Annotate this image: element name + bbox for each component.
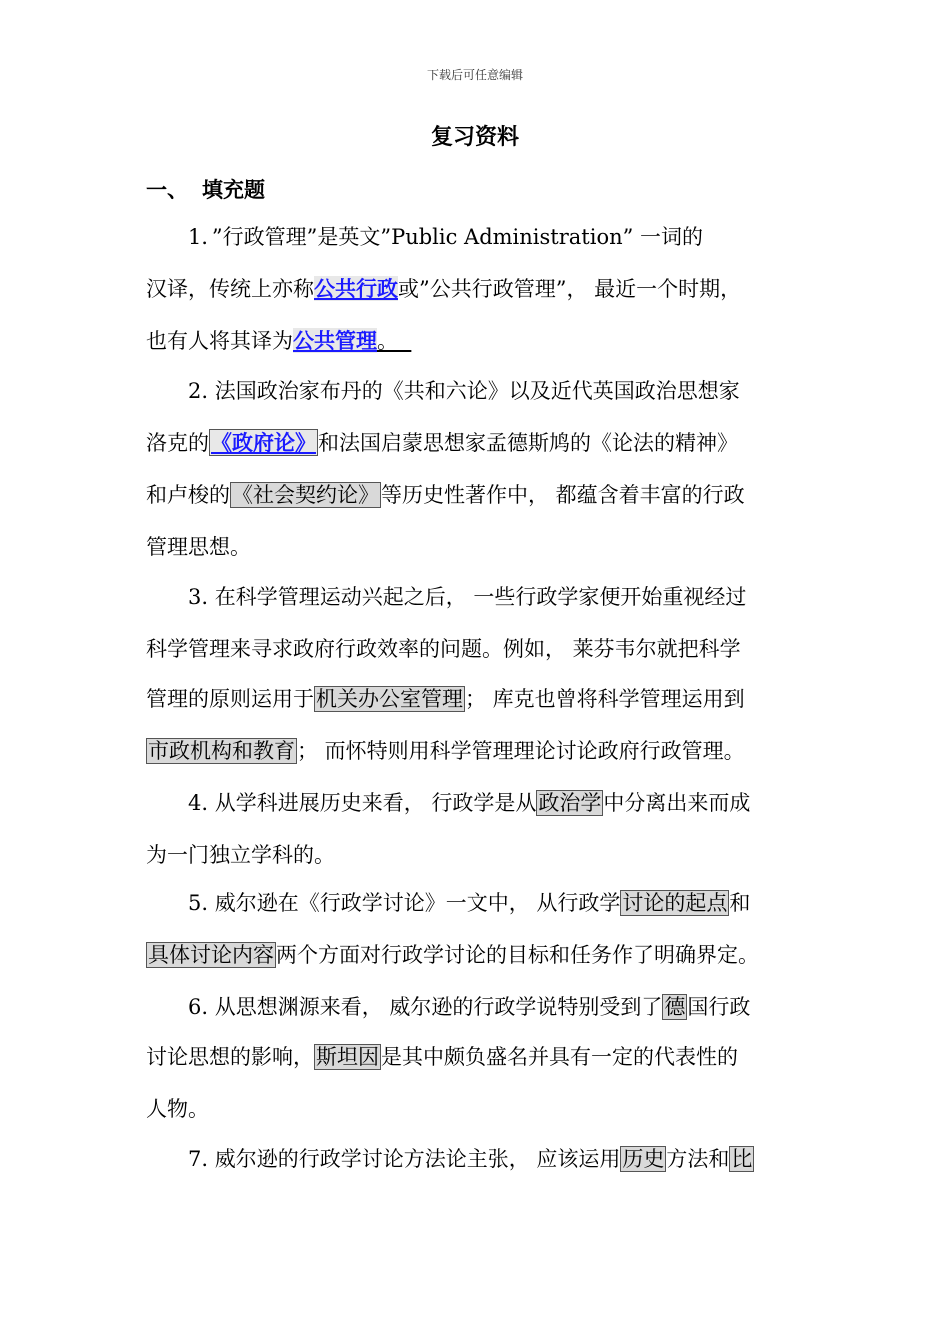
q4-line-2: 为一门独立学科的。	[146, 843, 335, 867]
q5-line-2	[146, 940, 759, 970]
q2-text: 和法国启蒙思想家孟德斯鸠的《论法的精神》	[318, 431, 738, 455]
q1-text: 。	[377, 329, 398, 353]
q1-line-1: 1．”行政管理”是英文”Public Administration” 一词的	[188, 225, 704, 249]
section-heading	[146, 174, 265, 204]
q3-line-4	[146, 736, 745, 766]
q6-line-3: 人物。	[146, 1097, 209, 1121]
q6-text: 国行政	[687, 995, 751, 1019]
q4-line-1	[188, 788, 750, 818]
q5-text: 两个方面对行政学讨论的目标和任务作了明确界定。	[276, 943, 759, 967]
q1-answer-link-2[interactable]: 公共管理	[293, 328, 377, 353]
q5-line-1	[188, 888, 750, 918]
q3-text: ； 库克也曾将科学管理运用到	[465, 687, 745, 711]
header-note: 下载后可任意编辑	[426, 68, 523, 82]
q4-text: 4. 从学科进展历史来看， 行政学是从	[188, 791, 537, 815]
q1-line-3	[146, 326, 411, 356]
q2-text: 洛克的	[146, 431, 209, 455]
q7-text: 方法和	[666, 1147, 730, 1171]
q3-line-2: 科学管理来寻求政府行政效率的问题。例如， 莱芬韦尔就把科学	[146, 637, 741, 661]
q1-text: 或”公共行政管理”， 最近一个时期，	[398, 277, 742, 301]
q7-answer-box-2: 比	[731, 1147, 753, 1171]
q2-text: 等历史性著作中， 都蕴含着丰富的行政	[381, 483, 745, 507]
q2-answer-box: 《社会契约论》	[232, 483, 379, 507]
q1-answer-link-1[interactable]: 公共行政	[314, 276, 398, 301]
q3-line-1: 3. 在科学管理运动兴起之后， 一些行政学家便开始重视经过	[188, 585, 747, 609]
q6-line-1	[188, 992, 750, 1022]
q5-text: 5. 威尔逊在《行政学讨论》一文中， 从行政学	[188, 891, 621, 915]
section-label: 填充题	[202, 177, 265, 202]
q2-line-1: 2. 法国政治家布丹的《共和六论》以及近代英国政治思想家	[188, 379, 740, 403]
q3-line-3	[146, 684, 745, 714]
q5-answer-box-2: 具体讨论内容	[148, 943, 274, 967]
q4-answer-box: 政治学	[538, 791, 602, 815]
q4-text: 中分离出来而成	[603, 791, 751, 815]
q7-text: 7. 威尔逊的行政学讨论方法论主张， 应该运用	[188, 1147, 621, 1171]
document-title: 复习资料	[430, 124, 519, 150]
q1-text: 也有人将其译为	[146, 329, 293, 353]
q6-text: 6. 从思想渊源来看， 威尔逊的行政学说特别受到了	[188, 995, 663, 1019]
q3-text: 管理的原则运用于	[146, 687, 314, 711]
q2-text: 和卢梭的	[146, 483, 230, 507]
q2-answer-link[interactable]: 《政府论》	[211, 430, 316, 455]
q6-answer-box-1: 德	[664, 995, 686, 1019]
section-number: 一、	[146, 177, 188, 202]
q2-line-4: 管理思想。	[146, 535, 251, 559]
q7-answer-box-1: 历史	[622, 1147, 665, 1171]
q6-line-2	[146, 1042, 738, 1072]
q6-text: 是其中颇负盛名并具有一定的代表性的	[381, 1045, 738, 1069]
q5-answer-box-1: 讨论的起点	[622, 891, 728, 915]
q3-text: ； 而怀特则用科学管理理论讨论政府行政管理。	[297, 739, 745, 763]
q1-line-2	[146, 274, 741, 304]
q2-line-3	[146, 480, 745, 510]
q1-text: 汉译，传统上亦称	[146, 277, 314, 301]
q6-text: 讨论思想的影响，	[146, 1045, 314, 1069]
q2-line-2	[146, 428, 738, 458]
q3-answer-box-1: 机关办公室管理	[316, 687, 463, 711]
q5-text: 和	[729, 891, 751, 915]
q3-answer-box-2: 市政机构和教育	[148, 739, 295, 763]
q6-answer-box-2: 斯坦因	[316, 1045, 379, 1069]
q7-line-1	[188, 1144, 754, 1174]
